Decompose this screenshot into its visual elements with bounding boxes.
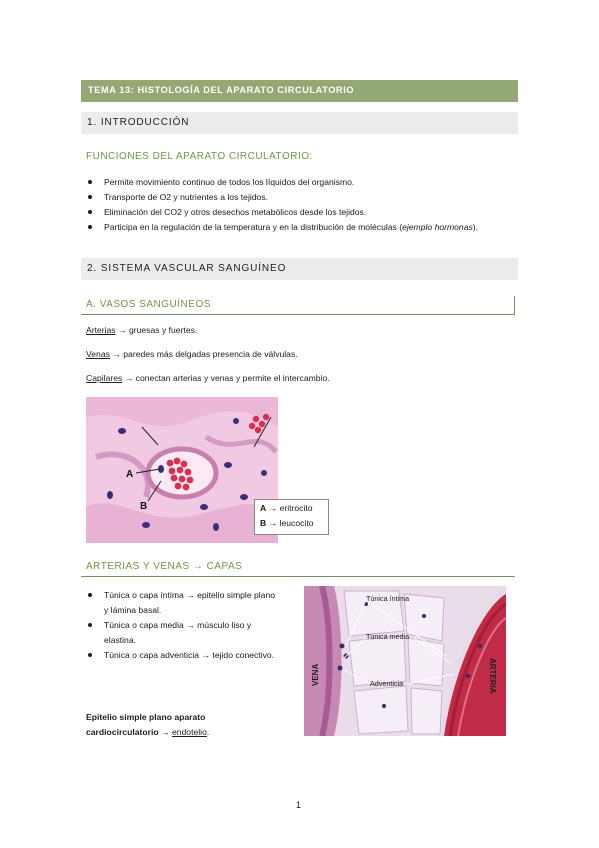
list-item-example: ejemplo hormonas	[402, 222, 473, 232]
endotelio-end: .	[206, 727, 210, 737]
term-capilares: Capilares	[86, 373, 123, 383]
label-arteria: ARTERIA	[488, 658, 497, 694]
term-arterias: Arterias	[86, 325, 116, 335]
subsection-heading-capas	[81, 559, 515, 577]
functions-subtitle: FUNCIONES DEL APARATO CIRCULATORIO:	[86, 151, 313, 162]
label-vena: VENA	[311, 663, 320, 686]
section-title: 1. INTRODUCCIÓN	[87, 117, 190, 128]
arterias-line	[86, 325, 197, 335]
list-item-text-end: ).	[472, 222, 479, 232]
vessel-micrograph	[304, 586, 506, 736]
term-venas: Venas	[86, 349, 110, 359]
endotelio-link: endotelio	[171, 727, 207, 737]
capilares-line	[86, 373, 330, 383]
label-media: Túnica media	[366, 632, 410, 641]
page-number: 1	[296, 800, 302, 810]
capas-list	[86, 588, 278, 663]
legend-entry: A → eritrocito	[260, 503, 313, 513]
list-item	[86, 220, 486, 235]
list-item: Túnica o capa adventicia → tejido conectivo.	[86, 648, 278, 663]
legend-entry: B → leucocito	[260, 518, 314, 528]
label-intima: Túnica íntima	[366, 594, 410, 603]
desc-arterias: → gruesas y fuertes.	[115, 325, 198, 335]
subsection-title: A. VASOS SANGUÍNEOS	[86, 299, 211, 310]
label-b: B	[140, 501, 148, 512]
capillary-micrograph	[86, 397, 278, 543]
desc-capilares: → conectan arterias y venas y permite el intercambio.	[122, 373, 330, 383]
list-item: Transporte de O2 y nutrientes a los tejidos.	[86, 190, 486, 205]
list-item: Túnica o capa íntima → epitelio simple plano y lámina basal.	[86, 588, 278, 618]
endotelio-note	[86, 710, 261, 740]
document-title-banner	[81, 80, 518, 102]
subsection-heading-vasos	[81, 296, 515, 315]
label-a: A	[126, 469, 134, 480]
list-item: Túnica o capa media → músculo liso y elastina.	[86, 618, 278, 648]
section-heading-vascular	[81, 258, 518, 280]
section-heading-intro	[81, 112, 518, 134]
venas-line	[86, 349, 298, 359]
subsection-title: ARTERIAS Y VENAS → CAPAS	[86, 561, 243, 572]
functions-list	[86, 175, 486, 235]
list-item: Eliminación del CO2 y otros desechos metabólicos desde los tejidos.	[86, 205, 486, 220]
endotelio-bold: Epitelio simple plano aparato cardiocirculatorio →	[86, 712, 206, 737]
section-title: 2. SISTEMA VASCULAR SANGUÍNEO	[87, 263, 287, 274]
desc-venas: → paredes más delgadas presencia de válvulas.	[109, 349, 298, 359]
label-adventicia: Adventicia	[370, 679, 404, 688]
figure-legend	[254, 499, 329, 535]
subsection-rule-end	[514, 296, 515, 315]
document-title: TEMA 13: HISTOLOGÍA DEL APARATO CIRCULATORIO	[88, 85, 355, 95]
list-item: Permite movimiento continuo de todos los líquidos del organismo.	[86, 175, 486, 190]
list-item-text: Participa en la regulación de la temperatura y en la distribución de moléculas (	[104, 222, 403, 232]
